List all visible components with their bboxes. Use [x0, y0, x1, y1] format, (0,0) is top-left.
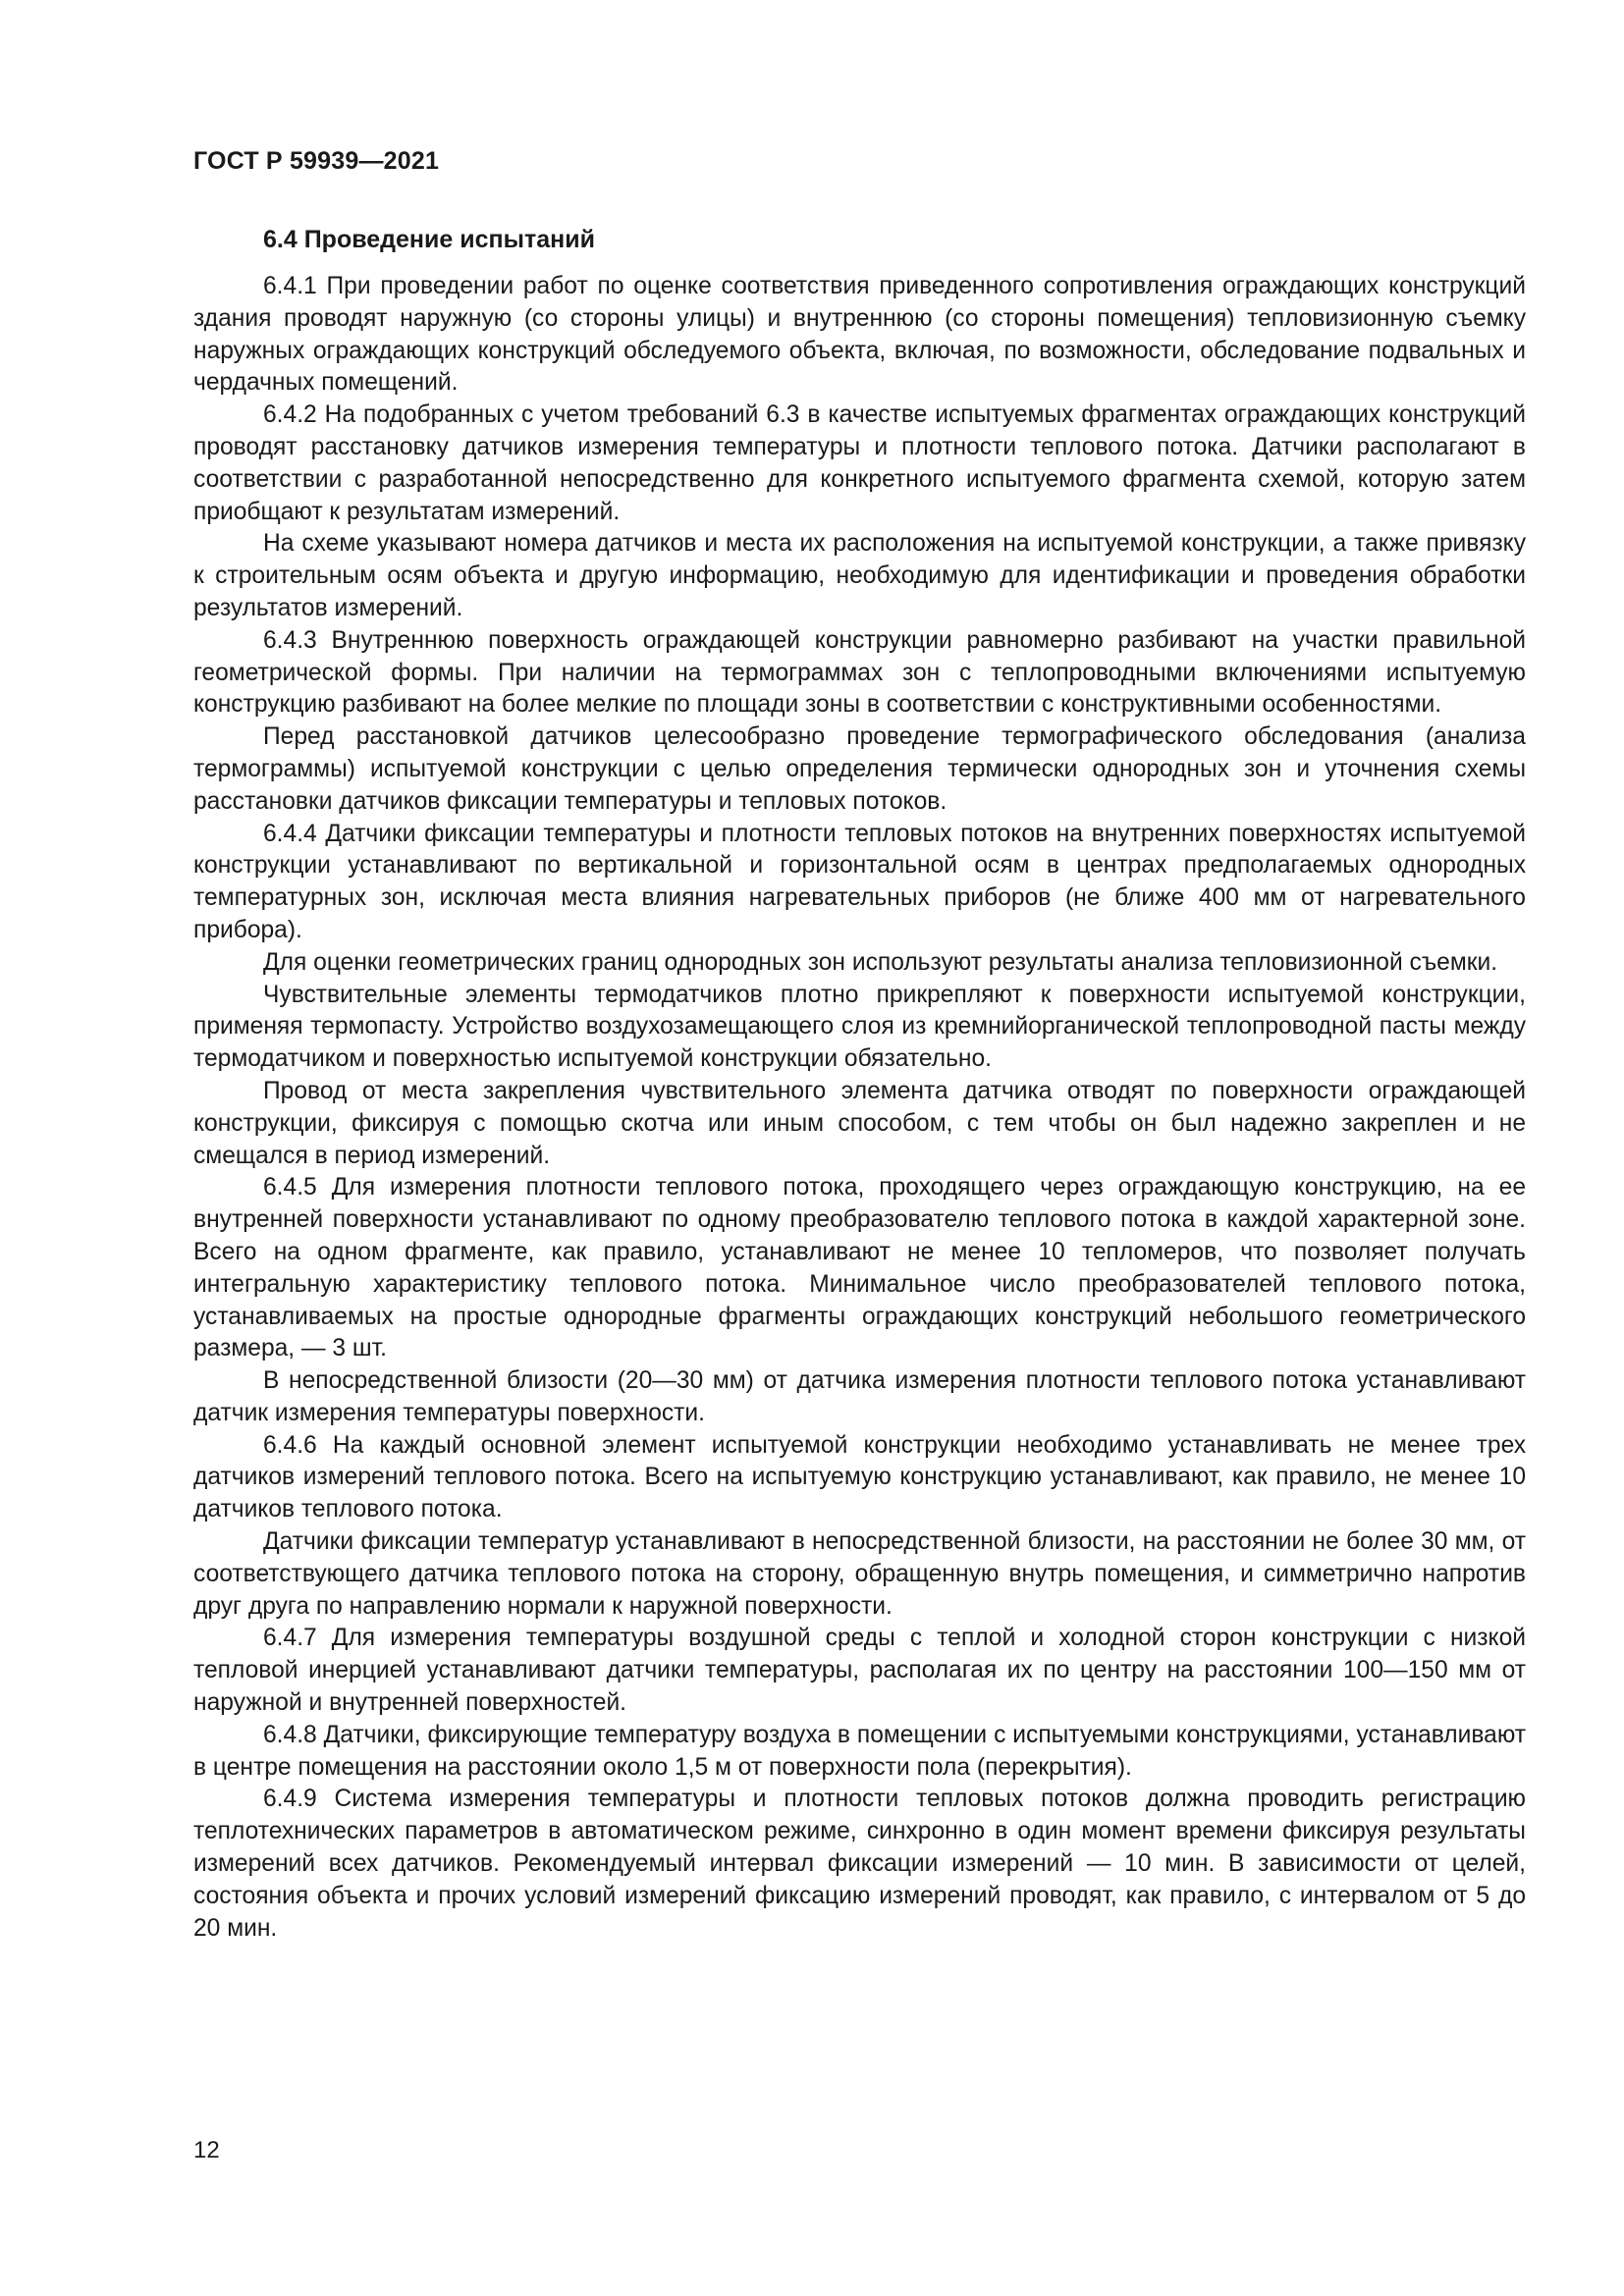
- paragraph-wire: Провод от места закрепления чувствительного элемента датчика отводят по поверхности ограждающей конструкции, фиксируя с помощью скотча или иным способом, с тем чтобы он был надежно закреплен и не смещался в период измерений.: [193, 1077, 1526, 1169]
- paragraph-thermography: Перед расстановкой датчиков целесообразно проведение термографического обследования (анализа термограммы) испытуемой конструкции с целью определения термически однородных зон и уточнения схемы расстановки датчиков фиксации температуры и тепловых потоков.: [193, 723, 1526, 815]
- page-number: 12: [193, 2137, 220, 2163]
- paragraph-temperature-sensors: Датчики фиксации температур устанавливают в непосредственной близости, на расстоянии не более 30 мм, от соответствующего датчика теплового потока на сторону, обращенную внутрь помещения, и симметрично напротив друг друга по направлению нормали к наружной поверхности.: [193, 1528, 1526, 1620]
- paragraph-6-4-7: 6.4.7 Для измерения температуры воздушной среды с теплой и холодной сторон конструкции с низкой тепловой инерцией устанавливают датчики температуры, располагая их по центру на расстоянии 100—150 мм от наружной и внутренней поверхностей.: [193, 1625, 1526, 1717]
- section-title: 6.4 Проведение испытаний: [263, 226, 595, 253]
- paragraph-proximity: В непосредственной близости (20—30 мм) от датчика измерения плотности теплового потока устанавливают датчик измерения температуры поверхности.: [193, 1367, 1526, 1426]
- paragraph-6-4-2: 6.4.2 На подобранных с учетом требований 6.3 в качестве испытуемых фрагментах ограждающих конструкций проводят расстановку датчиков измерения температуры и плотности теплового потока. Датчики располагают в соответствии с разработанной непосредственно для конкретного испытуемого фрагмента схемой, которую затем приобщают к результатам измерений.: [193, 401, 1526, 525]
- paragraph-sensitive-elements: Чувствительные элементы термодатчиков плотно прикрепляют к поверхности испытуемой конструкции, применяя термопасту. Устройство воздухозамещающего слоя из кремнийорганической теплопроводной пасты между термодатчиком и поверхностью испытуемой конструкции обязательно.: [193, 981, 1526, 1073]
- page-header-standard: ГОСТ Р 59939—2021: [193, 147, 440, 175]
- paragraph-6-4-3: 6.4.3 Внутреннюю поверхность ограждающей конструкции равномерно разбивают на участки правильной геометрической формы. При наличии на термограммах зон с теплопроводными включениями испытуемую конструкцию разбивают на более мелкие по площади зоны в соответствии с конструктивными особенностями.: [193, 626, 1526, 719]
- paragraph-6-4-1: 6.4.1 При проведении работ по оценке соответствия приведенного сопротивления ограждающих конструкций здания проводят наружную (со стороны улицы) и внутреннюю (со стороны помещения) тепловизионную съемку наружных ограждающих конструкций обследуемого объекта, включая, по возможности, обследование подвальных и чердачных помещений.: [193, 273, 1526, 397]
- paragraph-6-4-6: 6.4.6 На каждый основной элемент испытуемой конструкции необходимо устанавливать не менее трех датчиков измерений теплового потока. Всего на испытуемую конструкцию устанавливают, как правило, не менее 10 датчиков теплового потока.: [193, 1431, 1526, 1523]
- body-text: [193, 271, 1526, 1945]
- paragraph-6-4-4: 6.4.4 Датчики фиксации температуры и плотности тепловых потоков на внутренних поверхностях испытуемой конструкции устанавливают по вертикальной и горизонтальной осям в центрах предполагаемых однородных температурных зон, исключая места влияния нагревательных приборов (не ближе 400 мм от нагревательного прибора).: [193, 820, 1526, 943]
- paragraph-6-4-8: 6.4.8 Датчики, фиксирующие температуру воздуха в помещении с испытуемыми конструкциями, устанавливают в центре помещения на расстоянии около 1,5 м от поверхности пола (перекрытия).: [193, 1721, 1526, 1781]
- paragraph-6-4-5: 6.4.5 Для измерения плотности теплового потока, проходящего через ограждающую конструкцию, на ее внутренней поверхности устанавливают по одному преобразователю теплового потока в каждой характерной зоне. Всего на одном фрагменте, как правило, устанавливают не менее 10 тепломеров, что позволяет получать интегральную характеристику теплового потока. Минимальное число преобразователей теплового потока, устанавливаемых на простые однородные фрагменты ограждающих конструкций небольшого геометрического размера, — 3 шт.: [193, 1174, 1526, 1362]
- paragraph-scheme: На схеме указывают номера датчиков и места их расположения на испытуемой конструкции, а также привязку к строительным осям объекта и другую информацию, необходимую для идентификации и проведения обработки результатов измерений.: [193, 530, 1526, 621]
- paragraph-zone-boundaries: Для оценки геометрических границ однородных зон используют результаты анализа тепловизионной съемки.: [263, 948, 1498, 976]
- paragraph-6-4-9: 6.4.9 Система измерения температуры и плотности тепловых потоков должна проводить регистрацию теплотехнических параметров в автоматическом режиме, синхронно в один момент времени фиксируя результаты измерений всех датчиков. Рекомендуемый интервал фиксации измерений — 10 мин. В зависимости от целей, состояния объекта и прочих условий измерений фиксацию измерений проводят, как правило, с интервалом от 5 до 20 мин.: [193, 1786, 1526, 1942]
